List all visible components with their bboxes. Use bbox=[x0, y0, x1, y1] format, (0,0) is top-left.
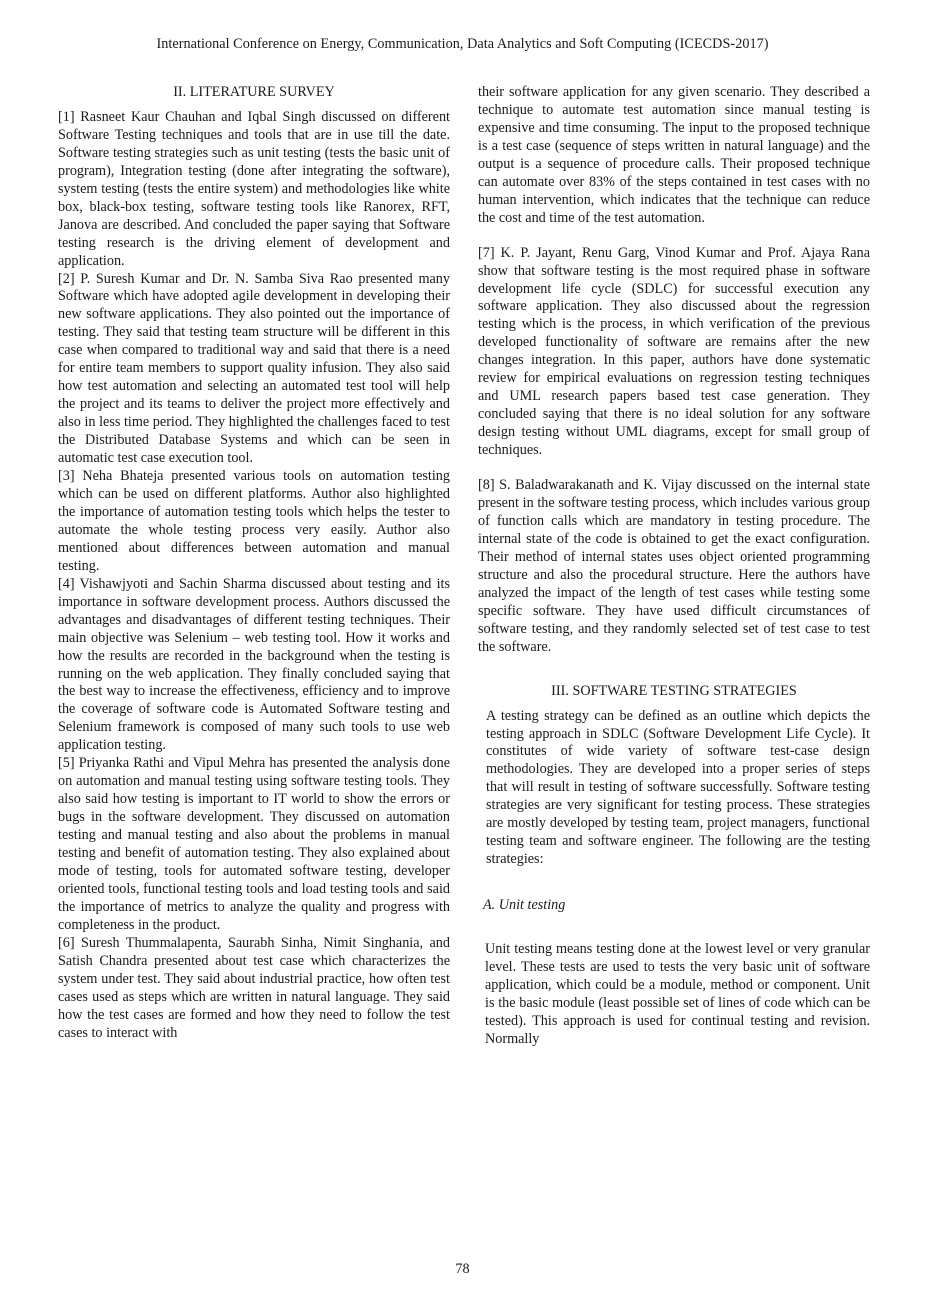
paragraph-unit-testing: Unit testing means testing done at the lowest level or very granular level. These tests are used to tests the very basic unit of software application, which could be a module, method or component. Unit is the basic module (least possible set of lines of code which can be tested). This approach is used for continual testing and revision. Normally bbox=[485, 941, 870, 1047]
section-title-literature-survey: II. LITERATURE SURVEY bbox=[173, 84, 335, 100]
paragraph-ref-6-continued: their software application for any given scenario. They described a technique to automate test automation since manual testing is expensive and time consuming. The input to the proposed technique is a test case (sequence of steps written in natural language) and the output is a sequence of procedure calls. Their proposed technique can automate over 83% of the steps contained in test cases with no human intervention, which indicates that the technique can reduce the cost and time of the test automation. bbox=[478, 84, 870, 226]
paragraph-ref-8: [8] S. Baladwarakanath and K. Vijay discussed on the internal state present in the software testing process, which includes various group of function calls which are mandatory in testing procedure. The internal state of the code is obtained to get the exact configuration. Their method of internal states uses object oriented programming structure and also the procedural structure. Here the authors have analyzed the impact of the length of test cases while testing some specific software. They have used difficult circumstances of software testing, and they randomly selected set of test case to test the software. bbox=[478, 477, 870, 655]
section-title-testing-strategies: III. SOFTWARE TESTING STRATEGIES bbox=[551, 682, 797, 699]
paragraph-ref-2: [2] P. Suresh Kumar and Dr. N. Samba Siva Rao presented many Software which have adopted agile development in developing their new software applications. They also pointed out the importance of testing. They said that testing team structure will be different in this case when compared to traditional way and said that there is a need for entire team members to support quality infusion. They also said how test automation and selecting an automated test tool will help the project and its teams to deliver the project more effectively and also in less time period. They highlighted the challenges faced to test the Distributed Database Systems and which can be seen in automatic test case execution tool. bbox=[58, 270, 450, 467]
paragraph-ref-1: [1] Rasneet Kaur Chauhan and Iqbal Singh discussed on different Software Testing techniques and tools that are in use till the date. Software testing strategies such as unit testing (tests the basic unit of program), Integration testing (done after integrating the software), system testing (tests the entire system) and methodologies like white box, black-box testing, software testing tools like Ranorex, RFT, Janova are described. And concluded the paper saying that Software testing research is the driving element of development and application. bbox=[58, 108, 450, 269]
left-column bbox=[58, 84, 450, 1043]
subsection-title-unit-testing: A. Unit testing bbox=[483, 897, 566, 914]
right-column bbox=[478, 84, 870, 1049]
running-header: International Conference on Energy, Communication, Data Analytics and Soft Computing (ICECDS-2017) bbox=[156, 36, 769, 52]
paragraph-ref-4: [4] Vishawjyoti and Sachin Sharma discussed about testing and its importance in software development process. Authors discussed the advantages and disadvantages of different testing techniques. Their main objective was Selenium – web testing tool. How it works and how the results are recorded in the background when the testing is running on the web application. They finally concluded saying that the best way to increase the effectiveness, efficiency and to improve the coverage of software code is Automated Software testing and Selenium framework is composed of many such tools to use web application testing. bbox=[58, 575, 450, 754]
paragraph-ref-7: [7] K. P. Jayant, Renu Garg, Vinod Kumar and Prof. Ajaya Rana show that software testing is the most required phase in software development life cycle (SDLC) for successful execution any software application. They also discussed about the regression testing which is the process, in which verification of the previous developed functionality of software are remains after the new changes integration. In this paper, authors have done systematic review for empirical evaluations on regression testing techniques and UML research papers based test case generation. They concluded saying that there is no ideal solution for any software design testing without UML diagrams, except for small group of techniques. bbox=[478, 244, 870, 459]
paragraph-ref-6: [6] Suresh Thummalapenta, Saurabh Sinha, Nimit Singhania, and Satish Chandra presented about test case which characterizes the system under test. They said about industrial practice, how often test cases used as steps which are written in natural language. They said how the test cases are formed and how they need to follow the test cases to interact with bbox=[58, 934, 450, 1041]
paragraph-testing-strategy: A testing strategy can be defined as an outline which depicts the testing approach in SDLC (Software Development Life Cycle). It constitutes of wide variety of software test-case design methodologies. They are developed into a proper series of steps that will result in testing of software successfully. Software testing strategies are very significant for testing process. These strategies are mostly developed by testing team, project managers, functional testing team and software engineer. The following are the testing strategies: bbox=[486, 707, 870, 868]
paragraph-ref-5: [5] Priyanka Rathi and Vipul Mehra has presented the analysis done on automation and manual testing using software testing tools. They also said how testing is important to IT world to show the errors or bugs in the software development. They discussed on automation testing and manual testing and also about the problems in manual testing and benefit of automation testing. They also explained about mode of testing, tools for automated software testing, developer oriented tools, functional testing tools and load testing tools and said the importance of metrics to analyze the quality and progress with completeness in the product. bbox=[58, 755, 450, 933]
page-number: 78 bbox=[455, 1261, 470, 1277]
paragraph-ref-3: [3] Neha Bhateja presented various tools on automation testing which can be used on different platforms. Author also highlighted the importance of automation testing tools which helps the tester to automate the whole testing process very easily. Author also mentioned about differences between automation and manual testing. bbox=[58, 468, 450, 574]
